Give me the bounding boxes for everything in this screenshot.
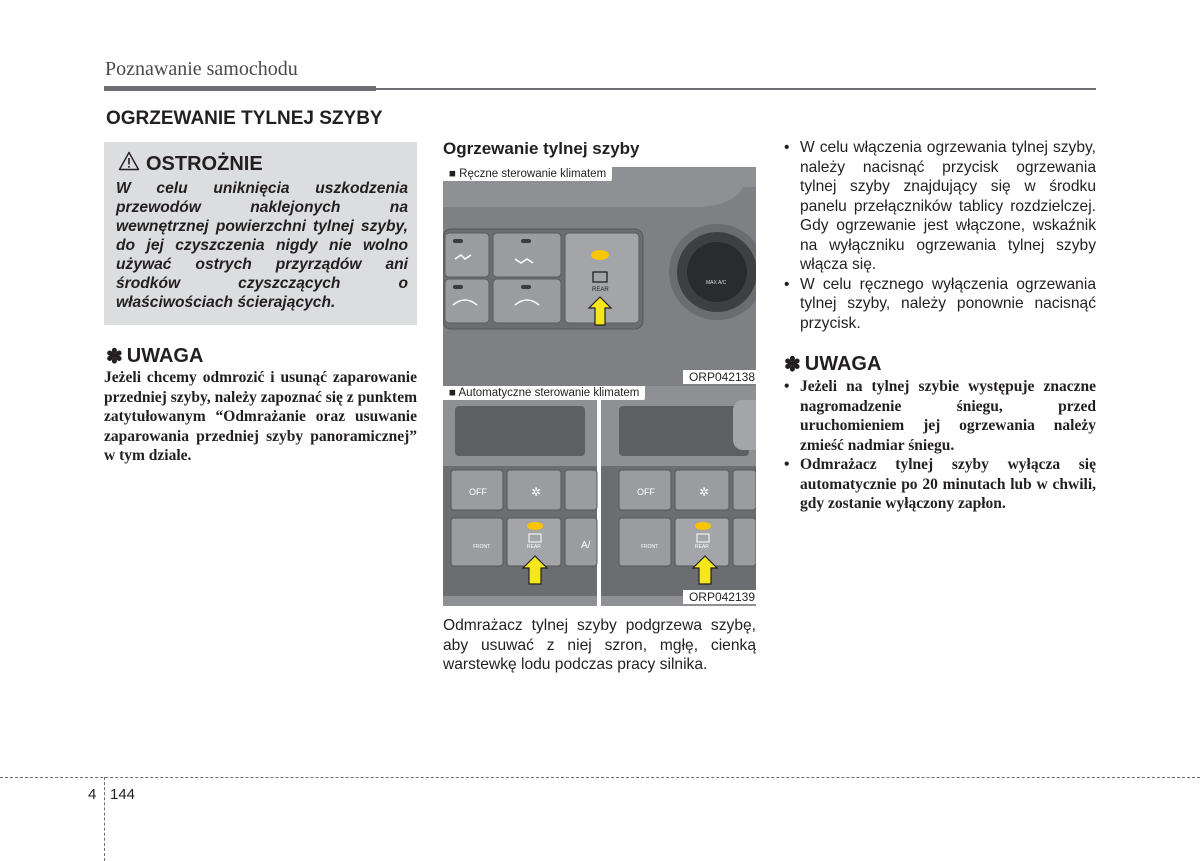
svg-text:✲: ✲	[699, 485, 710, 499]
knob-label: MAX A/C	[706, 280, 727, 286]
svg-text:✲: ✲	[531, 485, 542, 499]
rear-defrost-indicator-light	[591, 250, 609, 260]
list-item: • Jeżeli na tylnej szybie występuje znaczne nagromadzenie śniegu, przed uruchomieniem jej ogrzewania należy zmieść nadmiar śniegu.	[784, 378, 1096, 454]
rear-defrost-indicator-light	[527, 522, 543, 530]
note-asterisk-icon: ✽	[784, 354, 801, 376]
note-heading	[784, 352, 881, 377]
manual-control-panel-illustration	[443, 167, 756, 386]
figure-label: ■ Ręczne sterowanie klimatem	[443, 167, 612, 181]
figure-label: ■ Automatyczne sterowanie klimatem	[443, 386, 645, 400]
figure-code: ORP042139	[683, 590, 756, 604]
figure-automatic-climate-control	[443, 386, 756, 606]
instruction-list	[784, 138, 1096, 333]
caution-heading-text: OSTROŻNIE	[146, 152, 263, 175]
list-item-text: W celu ręcznego wyłączenia ogrzewania tylnej szyby, należy ponownie nacisnąć przycisk.	[800, 275, 1096, 332]
subsection-title: Ogrzewanie tylnej szyby	[443, 139, 640, 158]
header-rule-thin	[376, 88, 1096, 90]
footer-dashed-line	[0, 777, 1200, 778]
note-heading	[106, 344, 203, 369]
list-item-text: Jeżeli na tylnej szybie występuje znaczne nagromadzenie śniegu, przed uruchomieniem jej ogrzewania należy zmieść nadmiar śniegu.	[800, 378, 1096, 454]
list-item: • W celu ręcznego wyłączenia ogrzewania tylnej szyby, należy ponownie nacisnąć przycisk.	[784, 275, 1096, 332]
ac-button-label: A/	[581, 540, 591, 551]
list-item: • W celu włączenia ogrzewania tylnej szyby, należy nacisnąć przycisk ogrzewania tylnej szyby znajdujący się w środku panelu przełączników tablicy rozdzielczej. Gdy ogrzewanie jest włączone, wskaźnik na wyłączniku ogrzewania tylnej szyby włącza się.	[784, 139, 1096, 273]
automatic-control-panel-illustration	[443, 386, 756, 606]
off-button-label: OFF	[637, 487, 655, 497]
figure-code: ORP042138	[683, 370, 756, 384]
note-text: Jeżeli chcemy odmrozić i usunąć zaparowanie przedniej szyby, należy zapoznać się z punktem zatytułowanym “Odmrażanie oraz usuwanie zaparowania przedniej szyby panoramicznej” w tym dziale.	[104, 369, 417, 464]
rear-button-label: REAR	[527, 544, 541, 550]
section-title: OGRZEWANIE TYLNEJ SZYBY	[106, 108, 383, 129]
note-asterisk-icon: ✽	[106, 346, 123, 368]
figure-manual-climate-control	[443, 167, 756, 386]
footer-dashed-divider	[104, 777, 105, 861]
caution-text: W celu uniknięcia uszkodzenia przewodów naklejonych na wewnętrznej powierzchni tylnej szyby, do jej czyszczenia nigdy nie wolno używać ostrych przyrządów ani środków czyszczących o właściwościach ścierających.	[116, 180, 408, 311]
running-header: Poznawanie samochodu	[105, 58, 298, 80]
header-rule-thick	[104, 86, 376, 91]
list-item-text: W celu włączenia ogrzewania tylnej szyby, należy nacisnąć przycisk ogrzewania tylnej szyby znajdujący się w środku panelu przełączników tablicy rozdzielczej. Gdy ogrzewanie jest włączone, wskaźnik na wyłączniku ogrzewania tylnej szyby włącza się.	[800, 139, 1096, 273]
front-button-label: FRONT	[641, 544, 659, 550]
caution-heading	[118, 151, 263, 177]
rear-button-label: REAR	[695, 544, 709, 550]
rear-button-label: REAR	[592, 287, 609, 293]
chapter-number: 4	[88, 786, 97, 803]
front-button-label: FRONT	[473, 544, 491, 550]
warning-triangle-icon	[118, 151, 140, 177]
body-paragraph: Odmrażacz tylnej szyby podgrzewa szybę, aby usuwać z niej szron, mgłę, cienką warstewkę lodu podczas pracy silnika.	[443, 617, 756, 673]
rear-defrost-indicator-light	[695, 522, 711, 530]
list-item-text: Odmrażacz tylnej szyby wyłącza się automatycznie po 20 minutach lub w chwili, gdy zostanie wyłączony zapłon.	[800, 456, 1096, 512]
off-button-label: OFF	[469, 487, 487, 497]
page-number: 144	[110, 786, 136, 803]
note-list	[784, 377, 1096, 514]
note-heading-text: UWAGA	[126, 345, 204, 367]
note-heading-text: UWAGA	[804, 353, 882, 375]
list-item: • Odmrażacz tylnej szyby wyłącza się automatycznie po 20 minutach lub w chwili, gdy zostanie wyłączony zapłon.	[784, 456, 1096, 512]
